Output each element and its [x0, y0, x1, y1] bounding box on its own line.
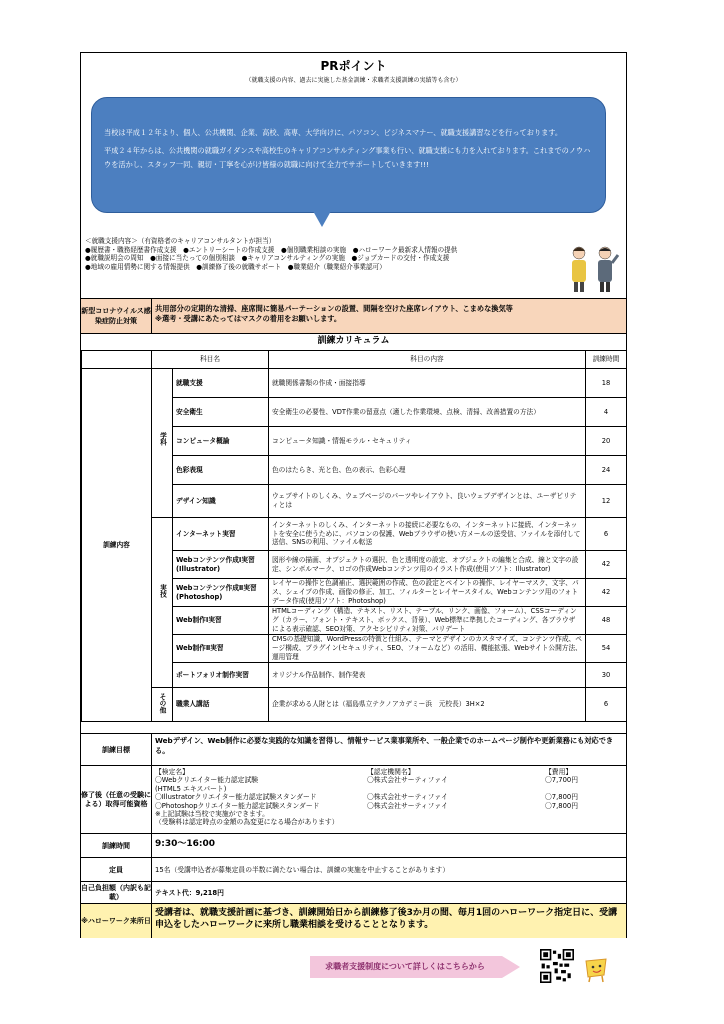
table-row — [82, 485, 627, 518]
subject-content: 色のはたらき、光と色、色の表示、色彩心理 — [269, 456, 586, 485]
consultants-illustration — [561, 243, 623, 293]
subject-content: CMSの基礎知識、WordPressの特徴と仕組み、テーマとデザインのカスタマイズ、コンテンツ作成、ページ構成、プラグイン(セキュリティ、SEO、フォームなど）の活用、機能拡張、Webサイト公開方法、運用管理 — [269, 635, 586, 663]
support-system-link[interactable] — [310, 956, 520, 978]
hellowork-text: 受講者は、就職支援計画に基づき、訓練開始日から訓練修了後3か月の間、毎月1回のハローワーク指定日に、受講申込をしたハローワークに来所し職業相談を受けることとなります。 — [155, 908, 618, 930]
qual-note-2: （受験料は認定時点の金額の為変更になる場合があります） — [155, 818, 339, 827]
document-frame — [80, 52, 627, 938]
table-row — [82, 427, 627, 456]
subject-content: 就職関係書類の作成・面接指導 — [269, 369, 586, 398]
qualifications-label: 修了後（任意の受験による）取得可能資格 — [81, 766, 152, 834]
qualifications-content — [155, 768, 623, 827]
list-item: 〇Illustratorクリエイター能力認定試験スタンダード 〇株式会社サーティファイ 〇7,800円 — [155, 793, 579, 802]
subject-content: レイヤーの操作と色調補正、選択範囲の作成、色の設定とペイントの操作、レイヤーマスク、文字、パス、シェイプの作成、画像の修正、加工、フィルターとレイヤースタイル、Webコンテンツ用のフォトデータ作成(使用ソフト：Photoshop) — [269, 579, 586, 607]
curriculum-table — [81, 350, 627, 722]
hours-row — [81, 833, 626, 858]
qual-note-1: ※上記試験は当校で実施ができます。 — [155, 809, 269, 818]
cost-label: 自己負担額（内訳も記載） — [81, 882, 152, 904]
subject-name: 職業人講話 — [173, 688, 269, 722]
capacity-row — [81, 857, 626, 882]
cost-row — [81, 881, 626, 904]
table-row — [82, 398, 627, 427]
bubble-tail — [313, 211, 331, 227]
subject-hours: 30 — [586, 663, 627, 688]
subject-name: インターネット実習 — [173, 518, 269, 551]
subject-content: オリジナル作品制作、制作発表 — [269, 663, 586, 688]
subject-hours: 4 — [586, 398, 627, 427]
table-row — [82, 369, 627, 398]
subject-name: Webコンテンツ作成Ⅱ実習(Photoshop) — [173, 579, 269, 607]
pr-paragraph-1: 当校は平成１２年より、個人、公共機関、企業、高校、高専、大学向けに、パソコン、ビジネスマナー、就職支援講習などを行っております。 — [104, 128, 563, 137]
subject-name: デザイン知識 — [173, 485, 269, 518]
group-gakka: 学科 — [152, 427, 173, 456]
subject-name: 就職支援 — [173, 369, 269, 398]
covid-label: 新型コロナウイルス感染症防止対策 — [81, 299, 152, 333]
hours-label: 訓練時間 — [81, 834, 152, 858]
table-row — [82, 635, 627, 663]
pr-title: PRポイント — [320, 59, 387, 73]
subject-hours: 6 — [586, 518, 627, 551]
subject-content: ウェブサイトのしくみ、ウェブページのパーツやレイアウト、良いウェブデザインとは、ユーザビリティとは — [269, 485, 586, 518]
table-header-row — [82, 351, 627, 369]
cost-text: テキスト代：9,218円 — [155, 889, 224, 897]
group-other: その他 — [152, 688, 173, 722]
hellowork-row — [81, 903, 626, 938]
subject-name: 色彩表現 — [173, 456, 269, 485]
subject-hours: 18 — [586, 369, 627, 398]
subject-hours: 54 — [586, 635, 627, 663]
subject-name: Web制作Ⅰ実習 — [173, 607, 269, 635]
qual-col-exam: 【検定名】 — [155, 768, 189, 776]
qualifications-row — [81, 765, 626, 834]
hellowork-label: ※ハローワーク来所日 — [81, 904, 152, 938]
subject-name: ポートフォリオ制作実習 — [173, 663, 269, 688]
header-blank — [82, 351, 152, 369]
goal-text: Webデザイン、Web制作に必要な実践的な知識を習得し、情報サービス業事業所や、一般企業でのホームページ制作や更新業務にも対応できる。 — [155, 736, 614, 755]
subject-content: インターネットのしくみ、インターネットの接続に必要なもの、インターネットに接続、インターネットを安全に使うために、パソコンの保護、Webブラウザの使い方メールの送受信、ファイルを添付して送信、SNSの利用、ファイル転送 — [269, 518, 586, 551]
qr-code-icon[interactable] — [540, 949, 574, 983]
subject-name: Webコンテンツ作成Ⅰ実習(Illustrator) — [173, 551, 269, 579]
list-item: 〇Webクリエイター能力認定試験 〇株式会社サーティファイ 〇7,700円 — [155, 776, 579, 785]
subject-content: コンピュータ知識・情報モラル・セキュリティ — [269, 427, 586, 456]
covid-section — [81, 298, 626, 334]
covid-line-2: ※選考・受講にあたってはマスクの着用をお願いします。 — [155, 314, 342, 323]
subject-name: 安全衛生 — [173, 398, 269, 427]
header-hours: 訓練時間 — [586, 351, 627, 369]
pr-subtitle: （就職支援の内容、過去に実施した基金訓練・求職者支援訓練の実績等も含む） — [245, 77, 462, 84]
list-item: 〇Photoshopクリエイター能力認定試験スタンダード 〇株式会社サーティファイ 〇7,800円 — [155, 801, 579, 810]
table-row — [82, 518, 627, 551]
support-line-1: ●履歴書・職務経歴書作成支援 ●エントリーシートの作成支援 ●個別職業相談の実施 ●ハローワーク最新求人情報の提供 — [85, 245, 458, 254]
support-system-link-text: 求職者支援制度について詳しくはこちらから — [325, 962, 485, 971]
support-heading: ＜就職支援内容＞（有資格者のキャリアコンサルタントが担当） — [85, 237, 276, 245]
subject-content: 図形や線の描画、オブジェクトの選択、色と透明度の設定、オブジェクトの編集と合成、線と文字の設定、シンボルマーク、ロゴの作成Webコンテンツ用のイラスト作成(使用ソフト：Illustrator) — [269, 551, 586, 579]
table-row — [82, 456, 627, 485]
capacity-text: 15名（受講申込者が募集定員の半数に満たない場合は、訓練の実施を中止することがあります） — [155, 866, 450, 874]
group-jitsugi: 実技 — [152, 579, 173, 607]
table-row — [82, 688, 627, 722]
subject-hours: 20 — [586, 427, 627, 456]
subject-hours: 24 — [586, 456, 627, 485]
subject-hours: 42 — [586, 551, 627, 579]
table-row — [82, 663, 627, 688]
subject-hours: 48 — [586, 607, 627, 635]
subject-hours: 12 — [586, 485, 627, 518]
table-row — [82, 579, 627, 607]
goal-label: 訓練目標 — [81, 734, 152, 766]
table-row — [82, 607, 627, 635]
pr-speech-bubble — [91, 97, 606, 213]
table-row — [82, 551, 627, 579]
goal-row — [81, 733, 626, 766]
list-item: (HTML5 エキスパート) — [155, 784, 227, 793]
hours-text: 9:30〜16:00 — [155, 839, 216, 849]
support-line-3: ●地域の雇用情勢に関する情報提供 ●訓練修了後の就職サポート ●職業紹介（職業紹介事業認可） — [85, 262, 386, 271]
header-content: 科目の内容 — [269, 351, 586, 369]
capacity-label: 定員 — [81, 858, 152, 882]
subject-content: 企業が求める人財とは（福島県立テクノアカデミー浜 元校長）3H×2 — [269, 688, 586, 722]
pr-paragraph-2: 平成２４年からは、公共機関の就職ガイダンスや高校生のキャリアコンサルティング事業も行い、就職支援にも力を入れております。これまでのノウハウを活かし、スタッフ一同、親切・丁寧を心がけ皆様の就職に向けて全力でサポートしていきます!!! — [104, 146, 591, 169]
covid-line-1: 共用部分の定期的な清掃、座席間に簡易パーテーションの設置、間隔を空けた座席レイアウト、こまめな換気等 — [155, 304, 513, 313]
support-content — [85, 237, 555, 271]
subject-name: コンピュータ概論 — [173, 427, 269, 456]
covid-text — [155, 304, 623, 324]
header-subject: 科目名 — [152, 351, 269, 369]
subject-content: HTMLコーディング（構造、テキスト、リスト、テーブル、リンク、画像、フォーム）、CSSコーディング（カラー、フォント・テキスト、ボックス、背景）、Web標準に準拠したコーディング、各ブラウザによる表示確認、SEO対策、アクセシビリティ対策、バリデート — [269, 607, 586, 635]
qual-col-org: 【認定機関名】 — [367, 768, 415, 776]
curriculum-title: 訓練カリキュラム — [81, 332, 626, 351]
subject-hours: 6 — [586, 688, 627, 722]
mascot-icon — [582, 957, 610, 983]
qual-col-fee: 【費用】 — [545, 768, 573, 776]
row-label-training: 訓練内容 — [82, 369, 152, 722]
support-line-2: ●就職説明会の周知 ●面接に当たっての個別相談 ●キャリアコンサルティングの実施 ●ジョブカードの交付・作成支援 — [85, 254, 450, 263]
subject-content: 安全衛生の必要性、VDT作業の留意点（適した作業環境、点検、清掃、改善措置の方法） — [269, 398, 586, 427]
subject-hours: 42 — [586, 579, 627, 607]
subject-name: Web制作Ⅱ実習 — [173, 635, 269, 663]
